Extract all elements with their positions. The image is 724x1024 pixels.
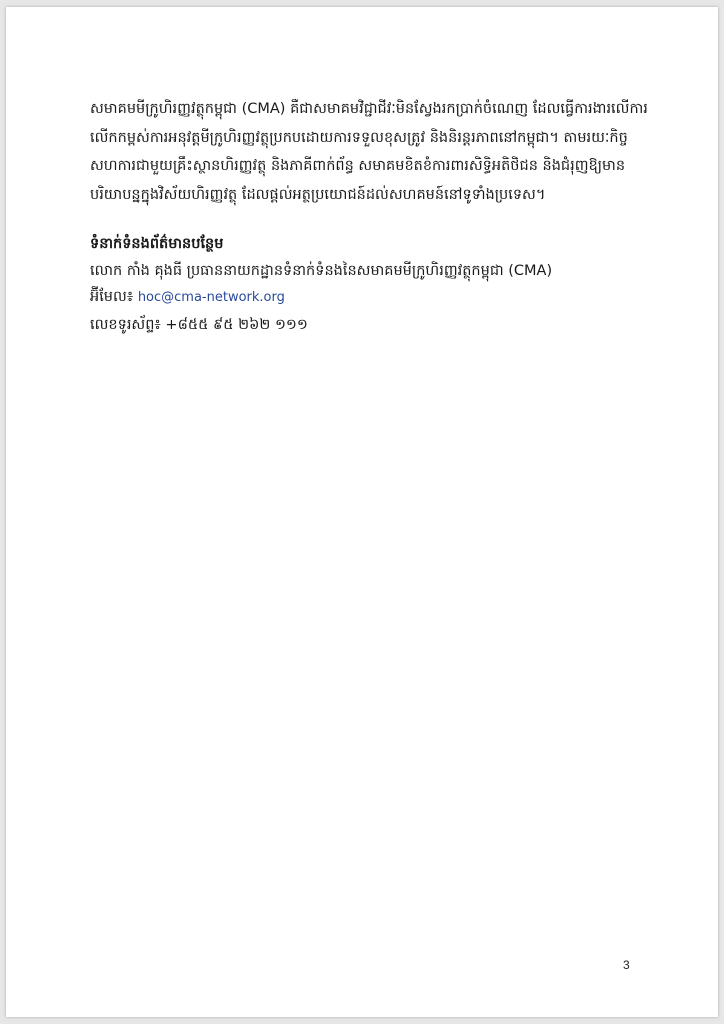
about-paragraph: សមាគមមីក្រូហិរញ្ញវត្ថុកម្ពុជា (CMA) គឺជាសមាគមវិជ្ជាជីវៈមិនស្វែងរកប្រាក់ចំណេញ ដែលធ្វើការងារលើការលើកកម្ពស់ការអនុវត្តមីក្រូហិរញ្ញវត្ថុប្រកបដោយការទទួលខុសត្រូវ និងនិរន្តរភាពនៅកម្ពុជា។ តាមរយៈកិច្ចសហការជាមួយគ្រឹះស្ថានហិរញ្ញវត្ថុ និងភាគីពាក់ព័ន្ធ សមាគមខិតខំការពារសិទ្ធិអតិថិជន និងជំរុញឱ្យមានបរិយាបន្នក្នុងវិស័យហិរញ្ញវត្ថុ ដែលផ្តល់អត្ថប្រយោជន៍ដល់សហគមន៍នៅទូទាំងប្រទេស។ <box>90 101 648 203</box>
contact-person: លោក កាំង គុងធី ប្រធាននាយកដ្ឋានទំនាក់ទំនងនៃសមាគមមីក្រូហិរញ្ញវត្ថុកម្ពុជា (CMA) <box>90 262 553 279</box>
phone-number: +៨៥៥ ៩៥ ២៦២ ១១១ <box>165 316 308 333</box>
contact-heading: ទំនាក់ទំនងព័ត៌មានបន្ថែម <box>90 236 224 252</box>
email-label: អ៊ីមែល៖ <box>90 289 134 305</box>
document-content <box>90 95 650 338</box>
phone-row <box>90 312 650 339</box>
email-row <box>90 284 650 312</box>
email-link[interactable]: hoc@cma-network.org <box>137 290 285 305</box>
phone-label: លេខទូរស័ព្ទ៖ <box>90 316 161 333</box>
page-number: 3 <box>623 958 630 972</box>
document-page <box>6 7 718 1017</box>
contact-section <box>90 231 650 338</box>
